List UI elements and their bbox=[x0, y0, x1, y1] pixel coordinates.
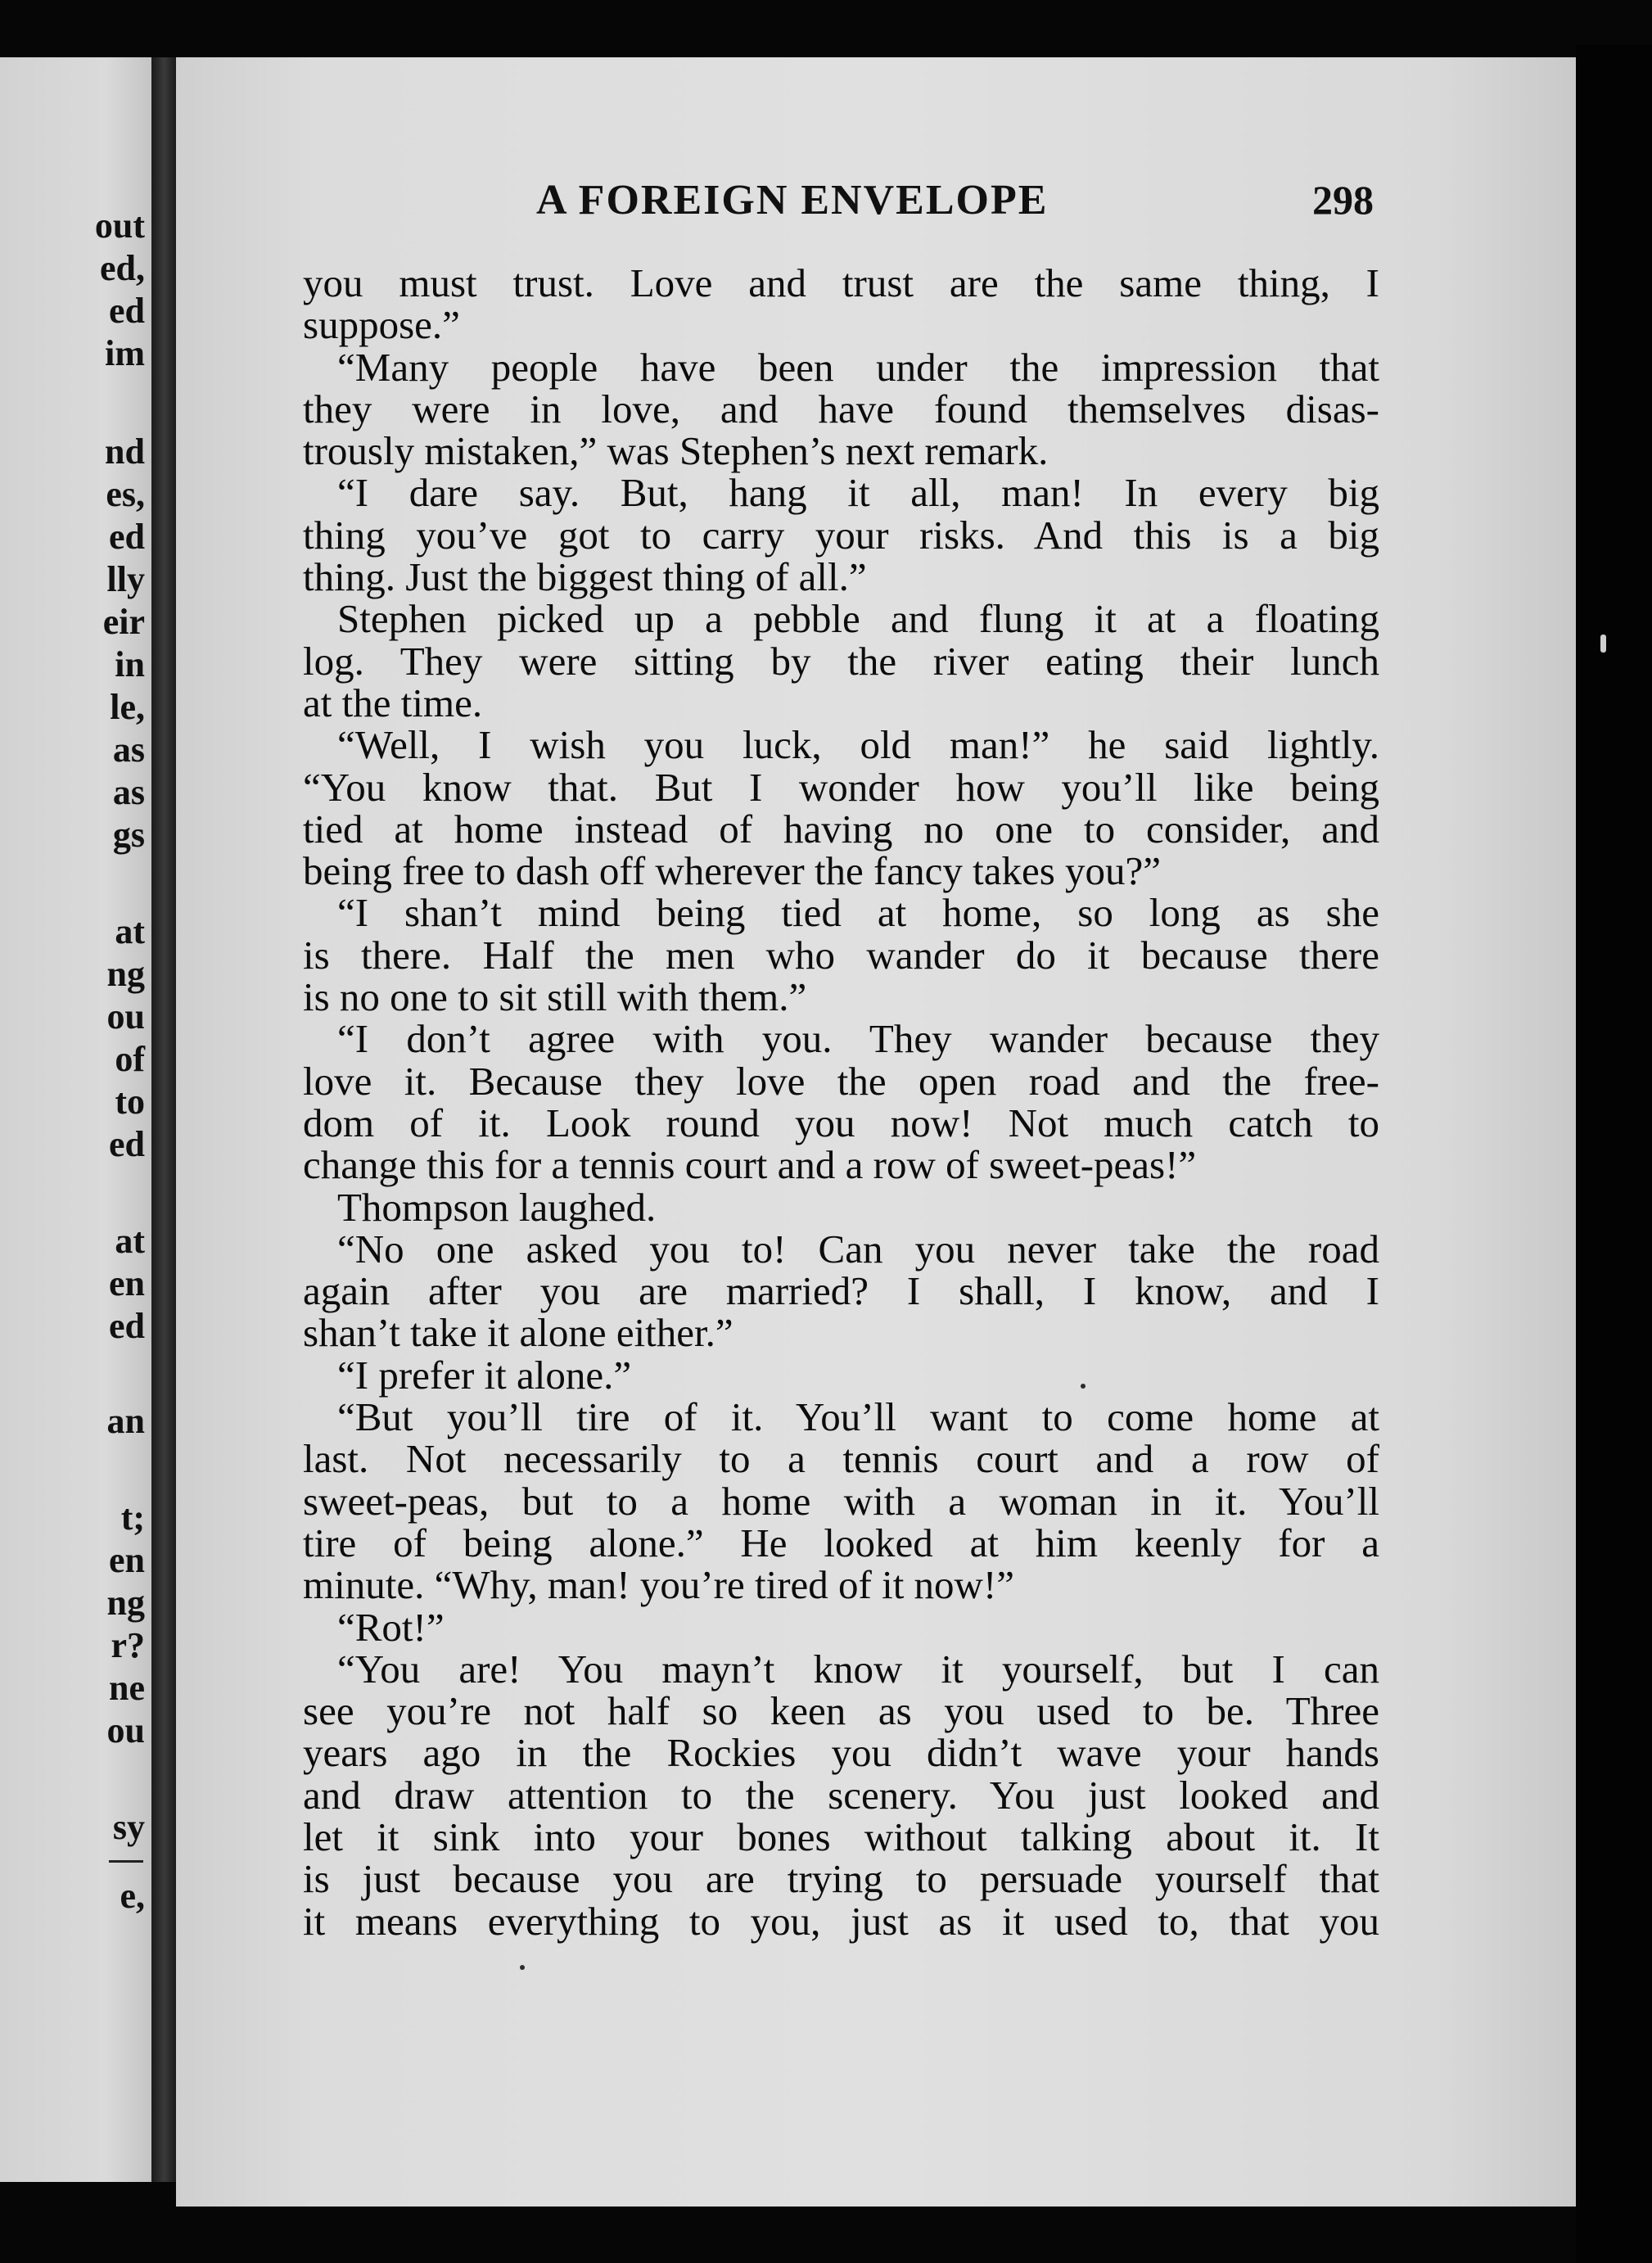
text-line: tire of being alone.” He looked at him keenly for a bbox=[303, 1520, 1379, 1565]
previous-page-text-fragment: es, bbox=[106, 474, 145, 514]
text-line: and draw attention to the scenery. You just looked and bbox=[303, 1772, 1379, 1818]
film-border-right bbox=[1576, 45, 1652, 2263]
previous-page-text-fragment: im bbox=[105, 333, 145, 373]
previous-page-edge bbox=[0, 57, 151, 2182]
text-line: Thompson laughed. bbox=[337, 1184, 657, 1230]
previous-page-text-fragment: ng bbox=[106, 1583, 145, 1623]
previous-page-text-fragment: ed bbox=[109, 517, 145, 557]
text-line: shan’t take it alone either.” bbox=[303, 1310, 733, 1356]
text-line: see you’re not half so keen as you used to be. Three bbox=[303, 1688, 1379, 1734]
previous-page-text-fragment: en bbox=[109, 1540, 145, 1580]
text-line: it means everything to you, just as it used to, that you bbox=[303, 1898, 1379, 1944]
text-line: tied at home instead of having no one to consider, and bbox=[303, 806, 1379, 851]
previous-page-text-fragment: of bbox=[115, 1039, 145, 1079]
body-text bbox=[303, 262, 1379, 1942]
previous-page-text-fragment: gs bbox=[112, 815, 145, 855]
previous-page-text-fragment: in bbox=[115, 644, 145, 684]
text-line: “Many people have been under the impression that bbox=[337, 344, 1379, 390]
text-line: being free to dash off wherever the fancy takes you?” bbox=[303, 848, 1162, 894]
text-line: years ago in the Rockies you didn’t wave your hands bbox=[303, 1730, 1379, 1776]
text-line: “I shan’t mind being tied at home, so long as she bbox=[337, 890, 1379, 936]
previous-page-text-fragment: ed bbox=[109, 1124, 145, 1164]
previous-page-text-fragment: lly bbox=[106, 559, 145, 599]
previous-page-text-fragment: out bbox=[94, 206, 145, 246]
previous-page-text-fragment: r? bbox=[111, 1625, 145, 1665]
text-line: trously mistaken,” was Stephen’s next remark. bbox=[303, 428, 1049, 474]
film-speck bbox=[520, 1965, 525, 1970]
text-line: love it. Because they love the open road and the free- bbox=[303, 1058, 1379, 1104]
text-line: last. Not necessarily to a tennis court and a row of bbox=[303, 1436, 1379, 1482]
text-line: “I don’t agree with you. They wander because they bbox=[337, 1016, 1379, 1062]
book-gutter bbox=[151, 57, 178, 2182]
previous-page-text-fragment: at bbox=[115, 911, 145, 951]
text-line: at the time. bbox=[303, 680, 483, 725]
previous-page-text-fragment: as bbox=[112, 729, 145, 770]
text-line: “But you’ll tire of it. You’ll want to come home at bbox=[337, 1394, 1379, 1440]
text-line: change this for a tennis court and a row of sweet-peas!” bbox=[303, 1142, 1197, 1188]
text-line: minute. “Why, man! you’re tired of it now!” bbox=[303, 1562, 1015, 1608]
previous-page-text-fragment: an bbox=[106, 1401, 145, 1441]
text-line: “You know that. But I wonder how you’ll like being bbox=[303, 764, 1379, 810]
text-line: is just because you are trying to persuade yourself that bbox=[303, 1856, 1379, 1902]
text-line: you must trust. Love and trust are the same thing, I bbox=[303, 260, 1379, 305]
previous-page-text-fragment: ou bbox=[106, 1710, 145, 1750]
text-line: log. They were sitting by the river eating their lunch bbox=[303, 638, 1379, 684]
text-line: they were in love, and have found themselves disas- bbox=[303, 386, 1379, 431]
text-line: sweet-peas, but to a home with a woman in it. You’ll bbox=[303, 1478, 1379, 1524]
film-speck bbox=[1081, 1384, 1086, 1389]
previous-page-text-fragment: ed bbox=[109, 291, 145, 331]
previous-page-text-fragment: en bbox=[109, 1263, 145, 1303]
previous-page-text-fragment: to bbox=[115, 1082, 145, 1122]
previous-page-text-fragment: t; bbox=[120, 1497, 145, 1538]
text-line: “I prefer it alone.” bbox=[337, 1352, 632, 1398]
previous-page-text-fragment: as bbox=[112, 772, 145, 812]
text-line: is there. Half the men who wander do it because there bbox=[303, 932, 1379, 978]
text-line: dom of it. Look round you now! Not much catch to bbox=[303, 1100, 1379, 1145]
previous-page-text-fragment: e, bbox=[120, 1876, 145, 1916]
previous-page-text-fragment: ed bbox=[109, 1306, 145, 1346]
text-line: “I dare say. But, hang it all, man! In every big bbox=[337, 470, 1379, 516]
text-line: “Well, I wish you luck, old man!” he said lightly. bbox=[337, 722, 1379, 768]
previous-page-text-fragment: eir bbox=[102, 602, 145, 642]
previous-page-text-fragment: ou bbox=[106, 996, 145, 1037]
text-line: thing you’ve got to carry your risks. And this is a big bbox=[303, 512, 1379, 558]
text-line: let it sink into your bones without talking about it. It bbox=[303, 1814, 1379, 1859]
text-line: suppose.” bbox=[303, 302, 460, 348]
text-line: “Rot!” bbox=[337, 1604, 445, 1650]
page-number: 298 bbox=[1312, 177, 1374, 223]
text-line: “No one asked you to! Can you never take the road bbox=[337, 1226, 1379, 1272]
running-head: A FOREIGN ENVELOPE bbox=[536, 177, 1049, 224]
previous-page-rule bbox=[109, 1860, 143, 1863]
previous-page-text-fragment: le, bbox=[110, 687, 145, 727]
margin-speck bbox=[1600, 635, 1606, 653]
previous-page-text-fragment: ng bbox=[106, 954, 145, 994]
previous-page-text-fragment: nd bbox=[105, 431, 145, 472]
text-line: Stephen picked up a pebble and flung it at a floating bbox=[337, 596, 1379, 642]
text-line: again after you are married? I shall, I know, and I bbox=[303, 1268, 1379, 1314]
text-line: thing. Just the biggest thing of all.” bbox=[303, 554, 867, 600]
previous-page-text-fragment: ne bbox=[109, 1668, 145, 1708]
text-line: “You are! You mayn’t know it yourself, but I can bbox=[337, 1646, 1379, 1692]
text-line: is no one to sit still with them.” bbox=[303, 974, 807, 1020]
previous-page-text-fragment: sy bbox=[112, 1807, 145, 1847]
previous-page-text-fragment: ed, bbox=[100, 248, 145, 288]
previous-page-text-fragment: at bbox=[115, 1221, 145, 1261]
